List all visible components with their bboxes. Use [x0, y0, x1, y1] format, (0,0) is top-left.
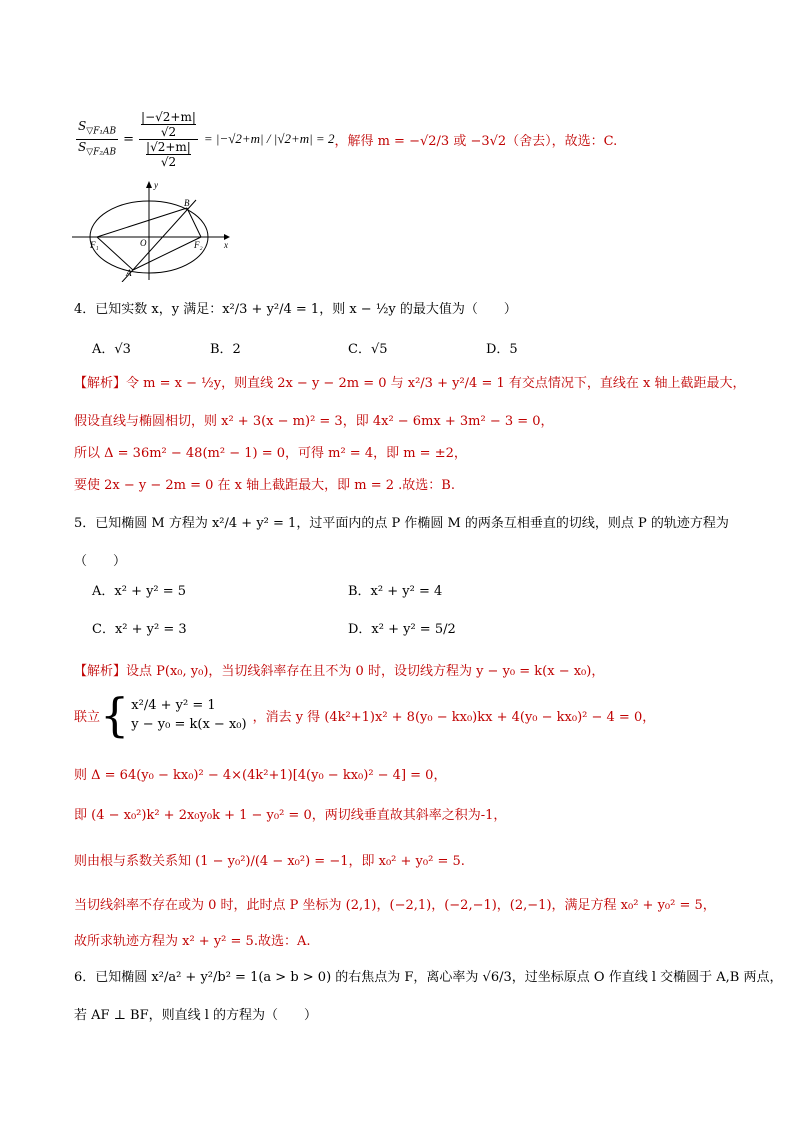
- segment-f1-a: [97, 237, 133, 270]
- q6-stem-line-1: 6．已知椭圆 x²/a² + y²/b² = 1(a > b > 0) 的右焦点为 F，离心率为 √6/3，过坐标原点 O 作直线 l 交椭圆于 A,B 两点，: [74, 970, 783, 985]
- q5-stem-paren: （ ）: [74, 554, 127, 569]
- label-o: O: [140, 238, 147, 248]
- equation-system: { x²/4 + y² = 1 y − y₀ = k(x − x₀): [100, 688, 247, 742]
- q5-option-c: C．x² + y² = 3: [92, 622, 187, 637]
- q4-stem: 4．已知实数 x，y 满足：x²/3 + y²/4 = 1，则 x − ½y 的最大值为（ ）: [74, 302, 517, 317]
- label-a: A: [126, 268, 132, 278]
- q5-stem: 5．已知椭圆 M 方程为 x²/4 + y² = 1，过平面内的点 P 作椭圆 M 的两条互相垂直的切线，则点 P 的轨迹方程为: [74, 516, 729, 531]
- solution-result-c: ，解得 m = −√2/3 或 −3√2（舍去），故选：C.: [334, 133, 618, 149]
- q6-stem-line-2: 若 AF ⊥ BF，则直线 l 的方程为（ ）: [74, 1008, 318, 1023]
- label-f2: F₂: [194, 240, 203, 250]
- q4-option-c: C．√5: [348, 342, 388, 357]
- q4-option-d: D．5: [486, 342, 518, 357]
- q5-analysis-line-7: 故所求轨迹方程为 x² + y² = 5.故选：A.: [74, 934, 311, 949]
- q5-analysis-line-6: 当切线斜率不存在或为 0 时，此时点 P 坐标为 (2,1)，(−2,1)，(−2,−1)，(2,−1)，满足方程 x₀² + y₀² = 5，: [74, 898, 716, 913]
- segment-f1-b: [97, 208, 187, 237]
- ellipse-diagram: [70, 178, 234, 282]
- q4-option-b: B．2: [210, 342, 241, 357]
- equals-sign: =: [123, 131, 135, 147]
- label-y: y: [154, 180, 158, 190]
- area-ratio-formula: [74, 104, 617, 174]
- q4-analysis-line-1: 【解析】令 m = x − ½y，则直线 2x − y − 2m = 0 与 x²/3 + y²/4 = 1 有交点情况下，直线在 x 轴上截距最大，: [74, 376, 746, 391]
- q5-analysis-line-1: 【解析】设点 P(x₀, y₀)，当切线斜率存在且不为 0 时，设切线方程为 y − y₀ = k(x − x₀)，: [74, 664, 605, 679]
- segment-f2-b: [187, 208, 201, 237]
- q5-analysis-line-2: 联立 { x²/4 + y² = 1 y − y₀ = k(x − x₀) ，消去 y 得 (4k²+1)x² + 8(y₀ − kx₀)kx + 4(y₀ − kx₀)² − 4 = 0，: [74, 688, 656, 742]
- q5-option-a: A．x² + y² = 5: [92, 584, 187, 599]
- label-f1: F₁: [90, 240, 99, 250]
- q5-option-b: B．x² + y² = 4: [348, 584, 443, 599]
- compound-fraction: |−√2+m| √2 |√2+m| √2: [141, 109, 196, 169]
- label-x: x: [224, 240, 228, 250]
- q4-option-a: A．√3: [92, 342, 131, 357]
- analysis-tag: 【解析】: [74, 376, 127, 391]
- q4-analysis-line-3: 所以 Δ = 36m² − 48(m² − 1) = 0，可得 m² = 4，即 m = ±2，: [74, 446, 467, 461]
- q4-analysis-line-4: 要使 2x − y − 2m = 0 在 x 轴上截距最大，即 m = 2 .故选：B.: [74, 478, 455, 493]
- q4-analysis-line-2: 假设直线与椭圆相切，则 x² + 3(x − m)² = 3，即 4x² − 6mx + 3m² − 3 = 0，: [74, 414, 554, 429]
- analysis-tag: 【解析】: [74, 664, 127, 679]
- q5-analysis-line-4: 即 (4 − x₀²)k² + 2x₀y₀k + 1 − y₀² = 0，两切线垂直故其斜率之积为-1，: [74, 808, 507, 823]
- q5-option-d: D．x² + y² = 5/2: [348, 622, 456, 637]
- q5-analysis-line-3: 则 Δ = 64(y₀ − kx₀)² − 4×(4k²+1)[4(y₀ − kx₀)² − 4] = 0，: [74, 768, 447, 783]
- q5-analysis-line-5: 则由根与系数关系知 (1 − y₀²)/(4 − x₀²) = −1，即 x₀² + y₀² = 5.: [74, 854, 465, 869]
- simplified-ratio: = |−√2+m| / |√2+m| = 2: [203, 131, 335, 146]
- area-ratio-fraction: $\frac{S_{▽F_1AB}}{S_{▽F_2AB}}$: [78, 119, 117, 157]
- label-b: B: [184, 198, 190, 208]
